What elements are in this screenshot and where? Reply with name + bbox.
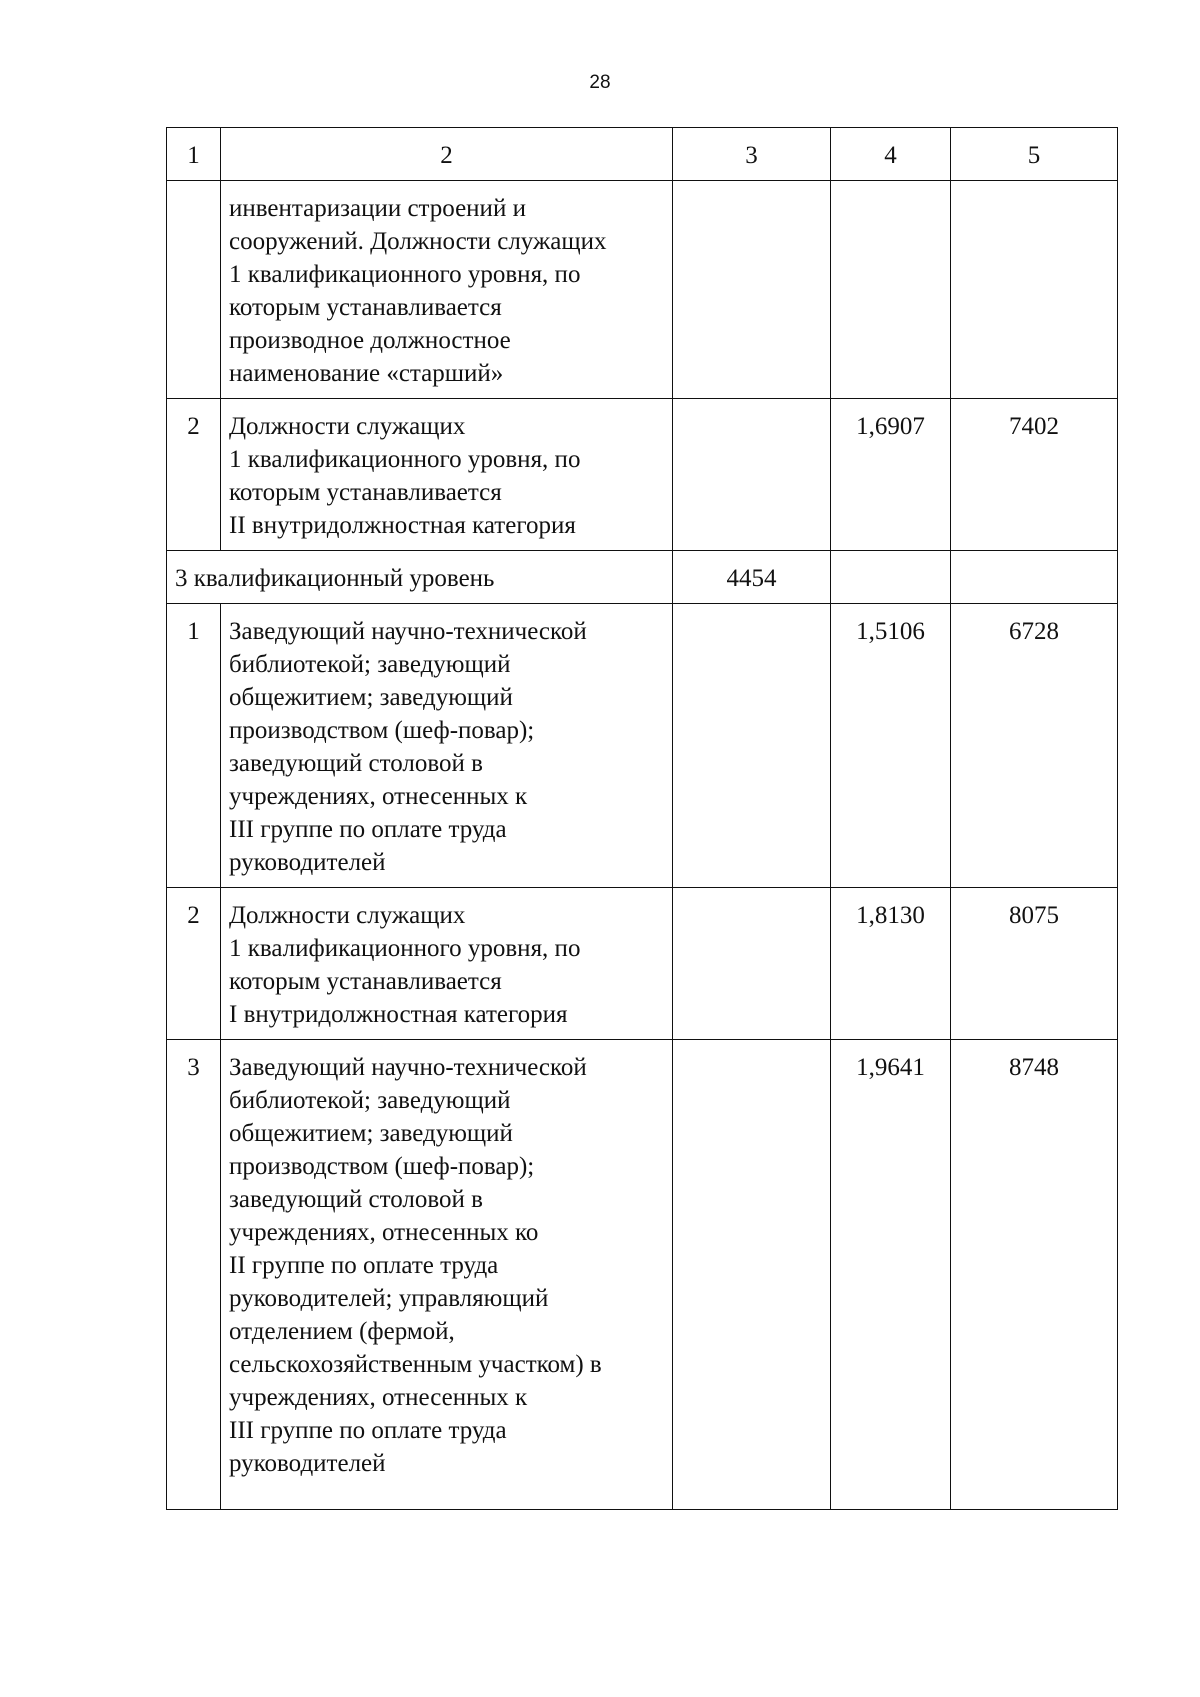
row-number: [167, 181, 221, 399]
description-line: сельскохозяйственным участком) в: [229, 1351, 602, 1378]
description-line: сооружений. Должности служащих: [229, 228, 607, 255]
salary-cell: [951, 181, 1118, 399]
description-line: II внутридолжностная категория: [229, 512, 576, 539]
coefficient-cell: [831, 551, 951, 604]
description-line: Должности служащих: [229, 902, 466, 929]
description-line: общежитием; заведующий: [229, 684, 513, 711]
description-line: учреждениях, отнесенных ко: [229, 1219, 539, 1246]
description-line: 1 квалификационного уровня, по: [229, 446, 581, 473]
row-number: 3: [167, 1040, 221, 1510]
base-salary-cell: 4454: [673, 551, 831, 604]
table-header-row: [167, 128, 1118, 181]
position-description: [221, 604, 673, 888]
salary-table: [166, 127, 1118, 1510]
position-description: [221, 399, 673, 551]
description-line: учреждениях, отнесенных к: [229, 783, 528, 810]
coefficient-cell: 1,8130: [831, 888, 951, 1040]
description-line: учреждениях, отнесенных к: [229, 1384, 528, 1411]
header-cell-5: 5: [951, 128, 1118, 181]
row-number: 2: [167, 888, 221, 1040]
base-salary-cell: [673, 181, 831, 399]
description-line: библиотекой; заведующий: [229, 1087, 511, 1114]
position-description: [221, 181, 673, 399]
description-line: Заведующий научно-технической: [229, 618, 587, 645]
base-salary-cell: [673, 604, 831, 888]
position-description: [221, 1040, 673, 1510]
description-line: 1 квалификационного уровня, по: [229, 935, 581, 962]
description-line: общежитием; заведующий: [229, 1120, 513, 1147]
group-row: [167, 551, 1118, 604]
salary-cell: 8748: [951, 1040, 1118, 1510]
salary-cell: 7402: [951, 399, 1118, 551]
coefficient-cell: 1,9641: [831, 1040, 951, 1510]
description-line: производное должностное: [229, 327, 511, 354]
coefficient-cell: 1,5106: [831, 604, 951, 888]
description-line: руководителей: [229, 849, 386, 876]
page-number: 28: [589, 72, 611, 93]
header-cell-4: 4: [831, 128, 951, 181]
coefficient-cell: 1,6907: [831, 399, 951, 551]
description-line: производством (шеф-повар);: [229, 1153, 535, 1180]
salary-cell: [951, 551, 1118, 604]
row-number: 2: [167, 399, 221, 551]
description-line: отделением (фермой,: [229, 1318, 455, 1345]
description-line: заведующий столовой в: [229, 750, 483, 777]
description-line: 1 квалификационного уровня, по: [229, 261, 581, 288]
base-salary-cell: [673, 1040, 831, 1510]
description-line: II группе по оплате труда: [229, 1252, 499, 1279]
description-line: которым устанавливается: [229, 479, 502, 506]
description-line: инвентаризации строений и: [229, 195, 526, 222]
description-line: Должности служащих: [229, 413, 466, 440]
table-row: [167, 888, 1118, 1040]
group-label: 3 квалификационный уровень: [167, 551, 673, 604]
salary-cell: 8075: [951, 888, 1118, 1040]
description-line: III группе по оплате труда: [229, 1417, 507, 1444]
header-cell-2: 2: [221, 128, 673, 181]
coefficient-cell: [831, 181, 951, 399]
table-row: [167, 181, 1118, 399]
base-salary-cell: [673, 399, 831, 551]
description-line: руководителей; управляющий: [229, 1285, 549, 1312]
description-line: заведующий столовой в: [229, 1186, 483, 1213]
table-row: [167, 399, 1118, 551]
position-description: [221, 888, 673, 1040]
description-line: Заведующий научно-технической: [229, 1054, 587, 1081]
description-line: I внутридолжностная категория: [229, 1001, 568, 1028]
row-number: 1: [167, 604, 221, 888]
header-cell-3: 3: [673, 128, 831, 181]
salary-cell: 6728: [951, 604, 1118, 888]
table-row: [167, 1040, 1118, 1510]
description-line: руководителей: [229, 1450, 386, 1477]
description-line: библиотекой; заведующий: [229, 651, 511, 678]
description-line: которым устанавливается: [229, 294, 502, 321]
description-line: которым устанавливается: [229, 968, 502, 995]
description-line: наименование «старший»: [229, 360, 504, 387]
table-row: [167, 604, 1118, 888]
description-line: III группе по оплате труда: [229, 816, 507, 843]
header-cell-1: 1: [167, 128, 221, 181]
description-line: производством (шеф-повар);: [229, 717, 535, 744]
base-salary-cell: [673, 888, 831, 1040]
